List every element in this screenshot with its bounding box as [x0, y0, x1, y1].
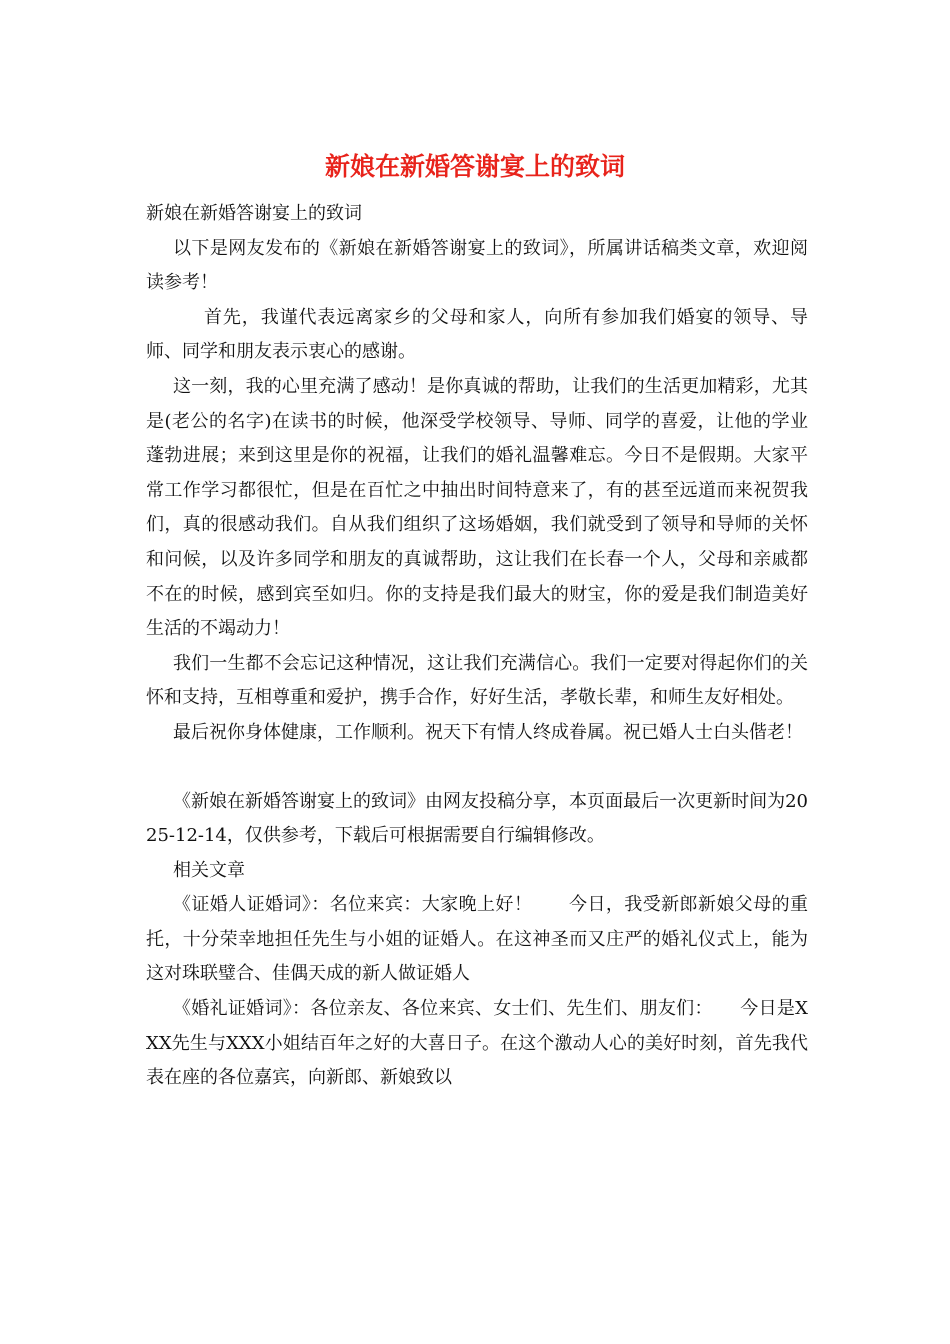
document-subtitle: 新娘在新婚答谢宴上的致词	[146, 203, 362, 224]
body-paragraph-4: 最后祝你身体健康，工作顺利。祝天下有情人终成眷属。祝已婚人士白头偕老！	[173, 721, 803, 743]
related-article-1[interactable]: 《证婚人证婚词》：名位来宾：大家晚上好！ 今日，我受新郎新娘父母的重托，十分荣幸地担任先生与小姐的证婚人。在这神圣而又庄严的婚礼仪式上，能为这对珠联璧合、佳偶天成的新人做证婚人	[146, 894, 808, 985]
document-title: 新娘在新婚答谢宴上的致词	[324, 152, 625, 181]
body-paragraph-3: 我们一生都不会忘记这种情况，这让我们充满信心。我们一定要对得起你们的关怀和支持，互相尊重和爱护，携手合作，好好生活，孝敬长辈，和师生友好相处。	[146, 652, 808, 709]
footer-note: 《新娘在新婚答谢宴上的致词》由网友投稿分享，本页面最后一次更新时间为2025-12-14，仅供参考，下载后可根据需要自行编辑修改。	[146, 790, 808, 847]
intro-paragraph: 以下是网友发布的《新娘在新婚答谢宴上的致词》，所属讲话稿类文章，欢迎阅读参考！	[146, 237, 808, 294]
body-paragraph-2: 这一刻，我的心里充满了感动！是你真诚的帮助，让我们的生活更加精彩，尤其是(老公的名字)在读书的时候，他深受学校领导、导师、同学的喜爱，让他的学业蓬勃进展；来到这里是你的祝福，让我们的婚礼温馨难忘。今日不是假期。大家平常工作学习都很忙，但是在百忙之中抽出时间特意来了，有的甚至远道而来祝贺我们，真的很感动我们。自从我们组织了这场婚姻，我们就受到了领导和导师的关怀和问候，以及许多同学和朋友的真诚帮助，这让我们在长春一个人，父母和亲戚都不在的时候，感到宾至如归。你的支持是我们最大的财宝，你的爱是我们制造美好生活的不竭动力！	[146, 375, 808, 640]
document-body	[146, 197, 808, 1096]
body-paragraph-1: 首先，我谨代表远离家乡的父母和家人，向所有参加我们婚宴的领导、导师、同学和朋友表示衷心的感谢。	[146, 306, 808, 363]
paragraph-spacer	[146, 751, 808, 785]
related-heading: 相关文章	[173, 859, 245, 881]
related-article-2[interactable]: 《婚礼证婚词》：各位亲友、各位来宾、女士们、先生们、朋友们： 今日是XXX先生与XXX小姐结百年之好的大喜日子。在这个激动人心的美好时刻，首先我代表在座的各位嘉宾，向新郎、新娘致以	[146, 998, 808, 1089]
